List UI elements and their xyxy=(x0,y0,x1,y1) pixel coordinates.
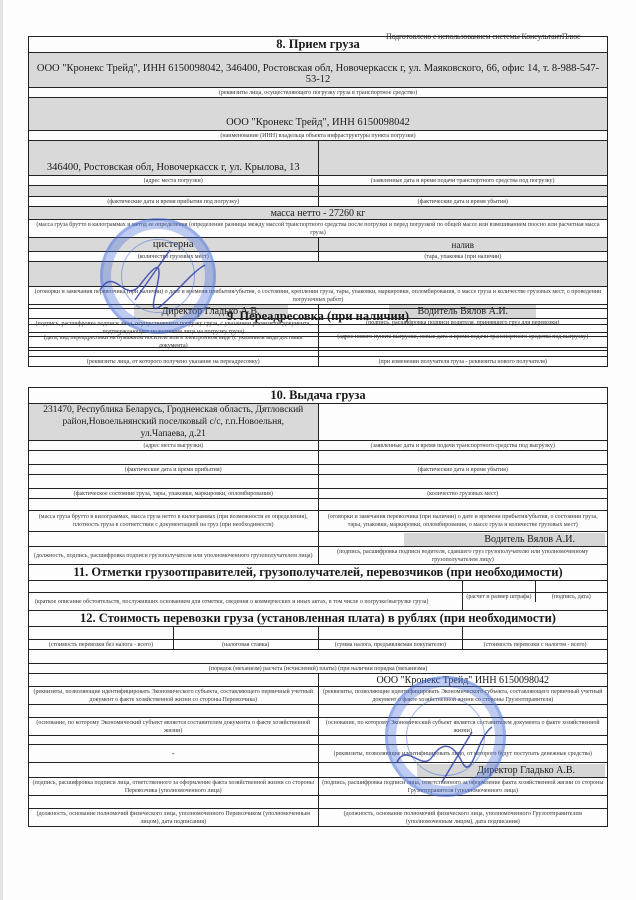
actual-arrival-unloading-caption: (фактические дата и время прибытия) xyxy=(29,465,319,475)
actual-departure-loading-caption: (фактические дата и время убытия) xyxy=(318,197,608,207)
tax-rate-caption: (налоговая ставка) xyxy=(173,640,318,650)
cargo-condition xyxy=(29,475,319,489)
cargo-places-caption: (количество грузовых мест) xyxy=(29,252,319,262)
delivery-driver-signature-caption: (подпись, расшифровка подписи водителя, сдавшего груз грузополучателю или уполномоченному грузополучателем лицу) xyxy=(318,547,608,565)
driver-signature-caption: (подпись, расшифровка подписи водителя, принявшего груз для перевозки) xyxy=(318,319,608,337)
carrier-position xyxy=(29,796,319,809)
actual-arrival-loading xyxy=(29,186,319,197)
loader-requisites: ООО "Кронекс Трейд", ИНН 6150098042, 346400, Ростовская обл, Новочеркасск г, ул. Маяковского, 66, офис 14, т. 8-988-547-53-12 xyxy=(29,53,608,88)
cargo-mass: масса нетто - 27260 кг xyxy=(29,207,608,220)
marks-description-caption: (краткое описание обстоятельств, послуживших основанием для отметки, сведения о коммерческих и иных актах, в том числе о погрузке/выгрузке груза) xyxy=(29,593,463,611)
driver-signature-text: Водитель Вялов А.И. xyxy=(389,305,536,318)
redirection-requester-caption: (реквизиты лица, от которого получено указание на переадресовку) xyxy=(29,357,319,367)
section-9-redirection xyxy=(28,308,608,367)
actual-departure-loading xyxy=(318,186,608,197)
marks-signature-caption: (подпись, дата) xyxy=(551,594,591,600)
section-9-title: 9. Переадресовка (при наличии) xyxy=(29,309,608,325)
loading-address: 346400, Ростовская обл, Новочеркасск г, ул. Крылова, 13 xyxy=(29,141,319,176)
consignee-signature xyxy=(29,532,319,547)
delivered-places xyxy=(318,475,608,489)
section-8-cargo-acceptance xyxy=(28,36,608,348)
consignee-signature-caption: (должность, подпись, расшифровка подписи грузополучателя или уполномоченного грузополучателем лица) xyxy=(29,547,319,565)
shipper-signature-caption: (подпись, расшифровка подписи лица, ответственного за оформление факта хозяйственной жизни со стороны Грузоотправителя (уполномоченного лица) xyxy=(318,778,608,796)
payee xyxy=(318,736,608,745)
cargo-places: цистерна xyxy=(29,238,319,252)
delivery-remarks xyxy=(318,499,608,511)
loader-signature-text: Директор Гладько А.В. xyxy=(134,305,288,318)
delivered-mass xyxy=(29,499,319,511)
declared-unloading-datetime-caption: (заявленные дата и время подачи транспортного средства под выгрузку) xyxy=(318,441,608,451)
loading-address-caption: (адрес места погрузки) xyxy=(29,176,319,186)
carrier-position-caption: (должность, основание полномочий физического лица, уполномоченного Перевозчиком (уполномоченным лицом), дата подписания) xyxy=(29,809,319,827)
tax-amount xyxy=(318,627,463,640)
cost-no-tax-caption: (стоимость перевозки без налога - всего) xyxy=(29,640,174,650)
consultant-note: Подготовлено с использованием системы КонсультантПлюс xyxy=(386,32,581,41)
cargo-mass-caption: (масса груза брутто в килограммах и метод ее определения (определение разницы между массой транспортного средства после погрузки и перед погрузкой по общей массе или взвешиванием поосно или расчетная масса груза) xyxy=(29,220,608,238)
carrier-signature-caption: (подпись, расшифровка подписи лица, ответственного за оформление факта хозяйственной жизни со стороны Перевозчика (уполномоченного лица) xyxy=(29,778,319,796)
carrier-payee-blank xyxy=(29,736,319,745)
actual-departure-unloading-caption: (фактические дата и время убытия) xyxy=(318,465,608,475)
scan-edge xyxy=(0,0,3,900)
cost-with-tax-caption: (стоимость перевозки с налогом - всего) xyxy=(463,640,608,650)
section-12-title: 12. Стоимость перевозки груза (установленная плата) в рублях (при необходимости) xyxy=(29,611,608,627)
actual-arrival-unloading xyxy=(29,451,319,465)
shipper-basis xyxy=(318,705,608,718)
delivered-mass-caption: (масса груза брутто в килограммах, масса груза нетто в килограммах (при возможности ее определения), плотность груза в соответствии с документацией на груз (при необходимости) xyxy=(29,511,319,532)
carrier-signature xyxy=(29,763,319,778)
new-recipient-caption: (при изменении получателя груза - реквизиты нового получателя) xyxy=(318,357,608,367)
shipper-signature xyxy=(318,763,608,778)
declared-loading-datetime-caption: (заявленные дата и время подачи транспортного средства под погрузку) xyxy=(318,176,608,186)
shipper-requisites-caption: (реквизиты, позволяющие идентифицировать Экономического субъекта, составляющего первичный учетный документ о факте хозяйственной жизни со стороны Грузоотправителя) xyxy=(318,687,608,705)
declared-loading-datetime xyxy=(318,141,608,176)
shipper-requisites: ООО "Кронекс Трейд" ИНН 6150098042 xyxy=(318,674,608,687)
cost-with-tax xyxy=(463,627,608,640)
section-11-title: 11. Отметки грузоотправителей, грузополучателей, перевозчиков (при необходимости) xyxy=(29,565,608,581)
carrier-basis-caption: (основание, по которому Экономический субъект является составителем документа о факте хозяйственной жизни) xyxy=(29,718,319,736)
redirection-date xyxy=(29,325,319,333)
carrier-basis xyxy=(29,705,319,718)
marks-description xyxy=(29,581,463,593)
section-10-title: 10. Выдача груза xyxy=(29,388,608,404)
delivery-remarks-caption: (оговорки и замечания перевозчика (при наличии) о дате и времени прибытия/убытия, о состоянии груза, тары, упаковки, маркировки, опломбирования, о массе груза и количестве грузовых мест) xyxy=(318,511,608,532)
marks-fine-signature-cells xyxy=(463,581,608,593)
delivery-driver-signature-text: Водитель Вялов А.И. xyxy=(404,533,605,546)
cargo-packaging: налив xyxy=(318,238,608,252)
calc-order-caption: (порядок (механизм) расчета (исчислений) платы) (при наличии порядка (механизма) xyxy=(29,664,608,674)
actual-arrival-loading-caption: (фактические дата и время прибытия под погрузку) xyxy=(29,197,319,207)
carrier-requisites xyxy=(29,674,319,687)
section-10-cargo-delivery xyxy=(28,387,608,827)
new-unloading-address xyxy=(318,325,608,333)
delivery-driver-signature xyxy=(318,532,608,547)
declared-unloading-datetime xyxy=(318,404,608,441)
cargo-condition-caption: (фактическое состояние груза, тары, упаковки, маркировки, опломбирования) xyxy=(29,489,319,499)
actual-departure-unloading xyxy=(318,451,608,465)
section-8-title: 8. Прием груза xyxy=(29,37,608,53)
carrier-dot: - xyxy=(29,745,319,763)
carrier-remarks-caption: (оговорки и замечания перевозчика (при наличии) о дате и времени прибытия/убытия, о состоянии, креплении груза, тары, упаковки, маркировки, опломбирования, о массе груза и количестве грузовых мест, о проведении погрузочных работ) xyxy=(29,287,608,305)
cost-no-tax xyxy=(29,627,174,640)
cargo-packaging-caption: (тара, упаковка (при наличии) xyxy=(318,252,608,262)
unloading-address-caption: (адрес места выгрузки) xyxy=(29,441,319,451)
loader-signature-caption: (подпись, расшифровка подписи лица, осуществившего погрузку груза, с указанием реквизитов документа, подтверждающего полномочия лица на погрузку груза) xyxy=(29,319,319,337)
shipper-position xyxy=(318,796,608,809)
unloading-address: 231470, Республика Беларусь, Гродненская область, Дятловский район,Новоельнянский поселковый с/с, г.п.Новоельня, ул.Чапаева, д.21 xyxy=(29,404,319,441)
infrastructure-owner: ООО "Кронекс Трейд", ИНН 6150098042 xyxy=(29,98,608,131)
marks-fine-signature-captions xyxy=(463,593,608,611)
infrastructure-owner-caption: (наименование (ИНН) владельца объекта инфраструктуры пункта погрузки) xyxy=(29,131,608,141)
carrier-requisites-caption: (реквизиты, позволяющие идентифицировать Экономического субъекта, составляющего первичный учетный документ о факте хозяйственной жизни со стороны Перевозчика) xyxy=(29,687,319,705)
redirection-date-caption: (дата, вид переадресовки на бумажном носителе или в электронном виде (с указанием вида доставки документа) xyxy=(29,333,319,351)
shipper-signature-text: Директор Гладько А.В. xyxy=(417,764,605,777)
shipper-basis-caption: (основание, по которому Экономический субъект является составителем документа о факте хозяйственной жизни) xyxy=(318,718,608,736)
tax-rate xyxy=(173,627,318,640)
calc-order xyxy=(29,650,608,664)
delivered-places-caption: (количество грузовых мест) xyxy=(318,489,608,499)
loader-requisites-caption: (реквизиты лица, осуществляющего погрузку груза в транспортное средство) xyxy=(29,88,608,98)
new-unloading-address-caption: (адрес нового пункта выгрузки, новые дата и время подачи транспортного средства под выгрузку) xyxy=(318,333,608,351)
shipper-position-caption: (должность, основание полномочий физического лица, уполномоченного Грузоотправителем (уполномоченным лицом), дата подписания) xyxy=(318,809,608,827)
fine-caption: (расчет и размер штрафа) xyxy=(463,593,535,602)
tax-amount-caption: (сумма налога, предъявляемая покупателю) xyxy=(318,640,463,650)
payee-caption: (реквизиты, позволяющие идентифицировать лицо, от которого будут поступать денежные средства) xyxy=(318,745,608,763)
carrier-remarks xyxy=(29,262,608,287)
